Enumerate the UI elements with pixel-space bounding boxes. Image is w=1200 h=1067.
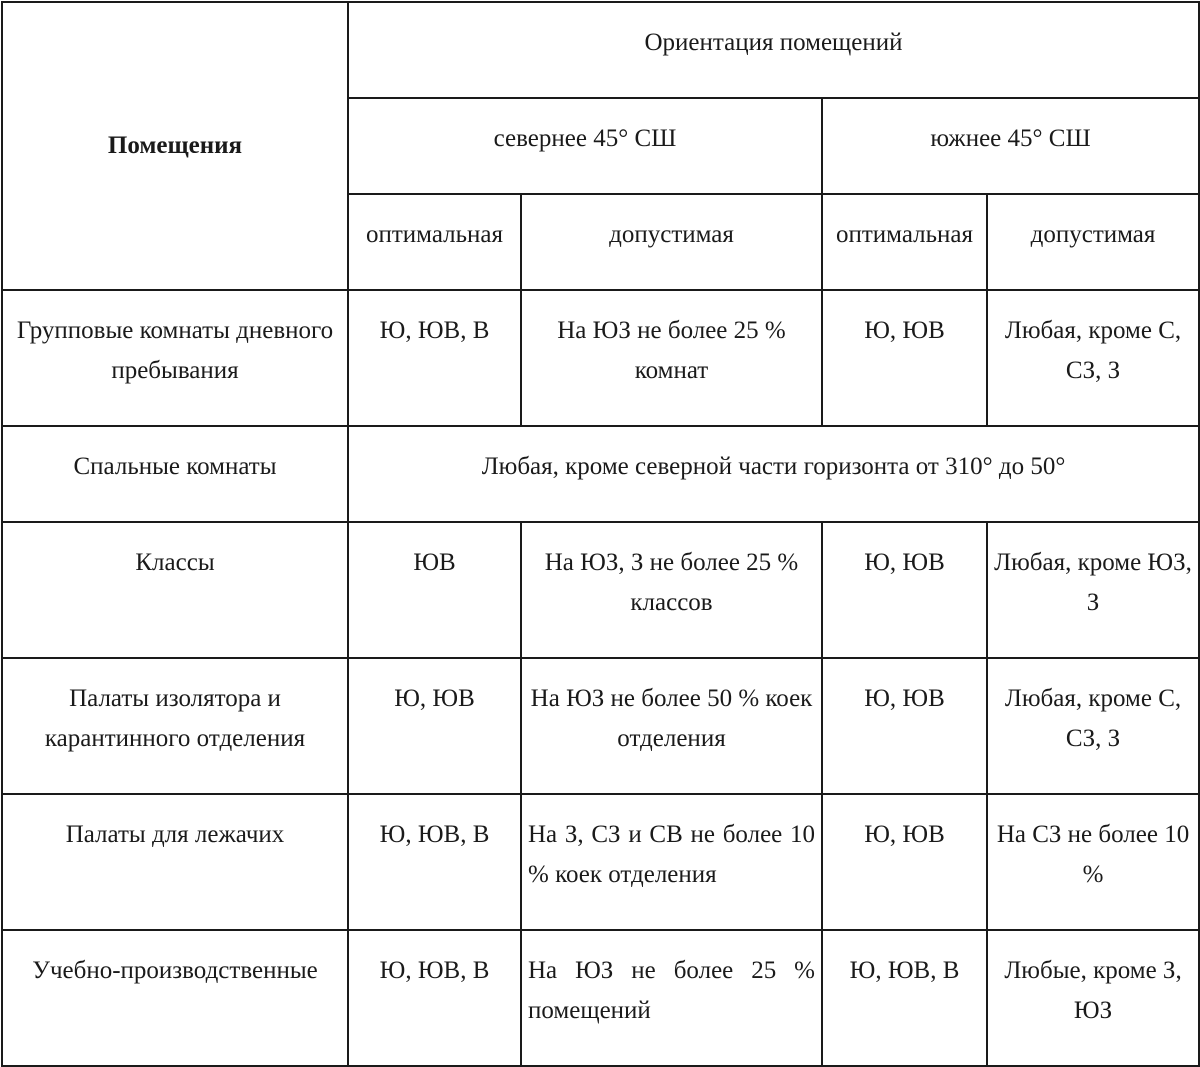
north-optimal-cell: Ю, ЮВ	[348, 658, 521, 794]
room-cell: Палаты изолятора и карантинного отделения	[2, 658, 348, 794]
table-row	[2, 930, 1199, 1066]
south-optimal-cell: Ю, ЮВ	[822, 658, 987, 794]
south-allowed-cell: Любая, кроме С, СЗ, З	[987, 658, 1199, 794]
room-cell: Групповые комнаты дневного пребывания	[2, 290, 348, 426]
room-cell: Классы	[2, 522, 348, 658]
south-optimal-cell: Ю, ЮВ	[822, 522, 987, 658]
room-cell: Палаты для лежачих	[2, 794, 348, 930]
north-allowed-cell: На ЮЗ, З не более 25 % классов	[521, 522, 822, 658]
south-allowed-cell: Любая, кроме ЮЗ, З	[987, 522, 1199, 658]
table-row	[2, 658, 1199, 794]
table-row	[2, 290, 1199, 426]
table-row	[2, 522, 1199, 658]
north-optimal-cell: Ю, ЮВ, В	[348, 290, 521, 426]
room-cell: Спальные комнаты	[2, 426, 348, 522]
north-latitude-header: севернее 45° СШ	[348, 98, 822, 194]
south-allowed-cell: Любые, кроме З, ЮЗ	[987, 930, 1199, 1066]
north-allowed-cell: На З, СЗ и СВ не более 10 % коек отделения	[521, 794, 822, 930]
room-cell: Учебно-производственные	[2, 930, 348, 1066]
south-optimal-cell: Ю, ЮВ	[822, 290, 987, 426]
table-row	[2, 794, 1199, 930]
north-optimal-cell: Ю, ЮВ, В	[348, 794, 521, 930]
north-optimal-cell: ЮВ	[348, 522, 521, 658]
north-allowed-cell: На ЮЗ не более 50 % коек отделения	[521, 658, 822, 794]
south-optimal-cell: Ю, ЮВ, В	[822, 930, 987, 1066]
south-allowed-cell: Любая, кроме С, СЗ, З	[987, 290, 1199, 426]
rooms-header: Помещения	[2, 2, 348, 290]
orientation-table	[1, 1, 1200, 1067]
south-optimal-cell: Ю, ЮВ	[822, 794, 987, 930]
north-allowed-cell: На ЮЗ не более 25 % помещений	[521, 930, 822, 1066]
south-allowed-cell: На СЗ не более 10 %	[987, 794, 1199, 930]
north-allowed-header: допустимая	[521, 194, 822, 290]
header-row-1	[2, 2, 1199, 98]
north-optimal-cell: Ю, ЮВ, В	[348, 930, 521, 1066]
table-row	[2, 426, 1199, 522]
north-optimal-header: оптимальная	[348, 194, 521, 290]
south-allowed-header: допустимая	[987, 194, 1199, 290]
orientation-all-cell: Любая, кроме северной части горизонта от 310° до 50°	[348, 426, 1199, 522]
south-optimal-header: оптимальная	[822, 194, 987, 290]
orientation-header: Ориентация помещений	[348, 2, 1199, 98]
south-latitude-header: южнее 45° СШ	[822, 98, 1199, 194]
north-allowed-cell: На ЮЗ не более 25 % комнат	[521, 290, 822, 426]
